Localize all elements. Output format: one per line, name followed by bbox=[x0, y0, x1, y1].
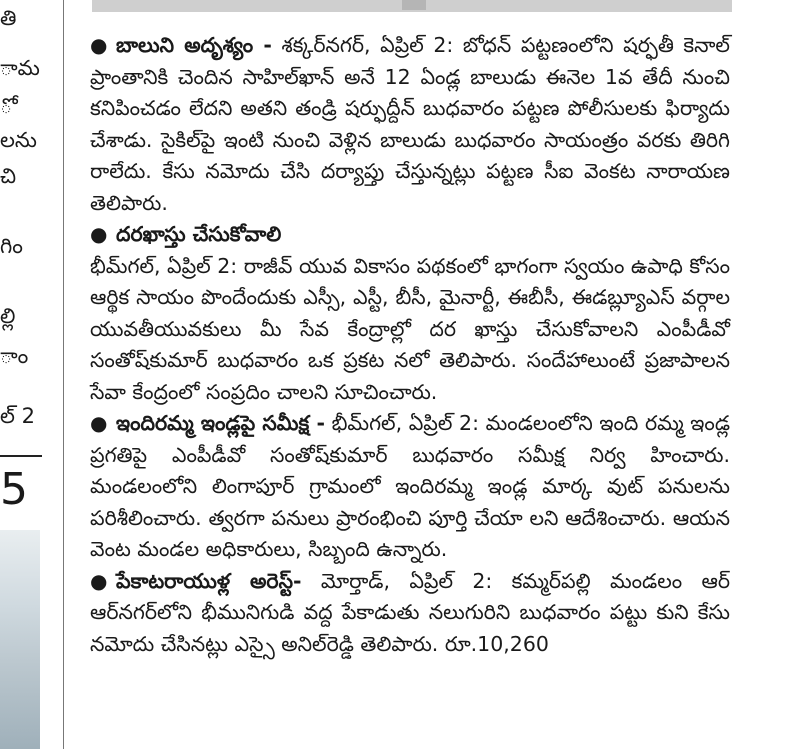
left-fragment: ామ bbox=[0, 56, 40, 80]
news-body: శక్కర్‌నగర్, ఏప్రిల్ 2: బోధన్ పట్టణంలోని షర్ఫతీ కెనాల్ ప్రాంతానికి చెందిన సాహిల్‌ఖాన్ అనే 12 ఏండ్ల బాలుడు ఈనెల 1వ తేదీ నుంచి కనిపించడం లేదని అతని తండ్రి షర్ఫుద్దీన్ బుధవారం పట్టణ పోలీసులకు ఫిర్యాదు చేశాడు. సైకిల్‌పై ఇంటి నుంచి వెళ్లిన బాలుడు బుధవారం సాయంత్రం వరకు తిరిగి రాలేదు. కేసు నమోదు చేసి దర్యాప్తు చేస్తున్నట్లు పట్టణ సీఐ వెంకట నారాయణ తెలిపారు. bbox=[90, 33, 730, 215]
section-header-band bbox=[92, 0, 732, 12]
news-item bbox=[90, 408, 730, 566]
left-fragment: ాం bbox=[0, 344, 29, 368]
left-fragment: గిం bbox=[0, 234, 23, 258]
news-headline: దరఖాస్తు చేసుకోవాలి bbox=[116, 222, 282, 246]
column-rule bbox=[0, 455, 42, 457]
bullet-icon: ● bbox=[90, 411, 108, 435]
adjacent-column-fragment bbox=[0, 0, 42, 749]
news-item bbox=[90, 30, 730, 219]
left-fragment: తి bbox=[0, 6, 17, 30]
news-column bbox=[90, 30, 730, 660]
news-body: భీమ్‌గల్, ఏప్రిల్ 2: రాజీవ్ యువ వికాసం పథకంలో భాగంగా స్వయం ఉపాధి కోసం ఆర్థిక సాయం పొందేందుకు ఎస్సీ, ఎస్టీ, బీసీ, మైనార్టీ, ఈబీసీ, ఈడబ్ల్యూఎస్ వర్గాల యువతీయువకులు మీ సేవ కేంద్రాల్లో దర ఖాస్తు చేసుకోవాలని ఎంపీడీవో సంతోష్‌కుమార్ బుధవారం ఒక ప్రకట నలో తెలిపారు. సందేహాలుంటే ప్రజాపాలన సేవా కేంద్రంలో సంప్రదిం చాలని సూచించారు. bbox=[90, 253, 730, 404]
bullet-icon: ● bbox=[90, 33, 108, 57]
bullet-icon: ● bbox=[90, 568, 108, 593]
news-body: మోర్తాడ్, ఏప్రిల్ 2: కమ్మర్‌పల్లి మండలం ఆర్ ఆర్‌నగర్‌లోని భీమునిగుడి వద్ద పేకాడుతు నలుగురిని బుధవారం పట్టు కుని కేసు నమోదు చేసినట్లు ఎస్సై అనిల్‌రెడ్డి తెలిపారు. రూ.10,260 bbox=[90, 568, 730, 656]
news-headline: బాలుని అదృశ్యం - bbox=[116, 33, 272, 57]
news-item bbox=[90, 566, 730, 661]
photo-fragment bbox=[0, 530, 40, 749]
bullet-icon: ● bbox=[90, 222, 108, 246]
left-fragment: ల్ 2 bbox=[0, 404, 35, 428]
left-fragment: లను bbox=[0, 128, 37, 152]
news-body: భీమ్‌గల్, ఏప్రిల్ 2: మండలంలోని ఇంది రమ్మ ఇండ్ల ప్రగతిపై ఎంపీడీవో సంతోష్‌కుమార్ బుధవారం సమీక్ష నిర్వ హించారు. మండలంలోని లింగాపూర్ గ్రామంలో ఇందిరమ్మ ఇండ్ల మార్క వుట్ పనులను పరిశీలించారు. త్వరగా పనులు ప్రారంభించి పూర్తి చేయా లని ఆదేశించారు. ఆయన వెంట మండల అధికారులు, సిబ్బంది ఉన్నారు. bbox=[90, 411, 730, 561]
news-item bbox=[90, 219, 730, 251]
big-headline-fragment: 5 bbox=[0, 464, 28, 515]
news-headline: ఇందిరమ్మ ఇండ్లపై సమీక్ష - bbox=[116, 411, 325, 435]
news-item-body bbox=[90, 251, 730, 409]
header-band-mark bbox=[402, 0, 426, 10]
news-headline: పేకాటరాయుళ్ల అరెస్ట్- bbox=[116, 568, 302, 593]
column-divider bbox=[63, 0, 64, 749]
left-fragment: ో bbox=[0, 94, 13, 118]
left-fragment: ల్లి bbox=[0, 304, 16, 328]
left-fragment: చి bbox=[0, 164, 17, 188]
